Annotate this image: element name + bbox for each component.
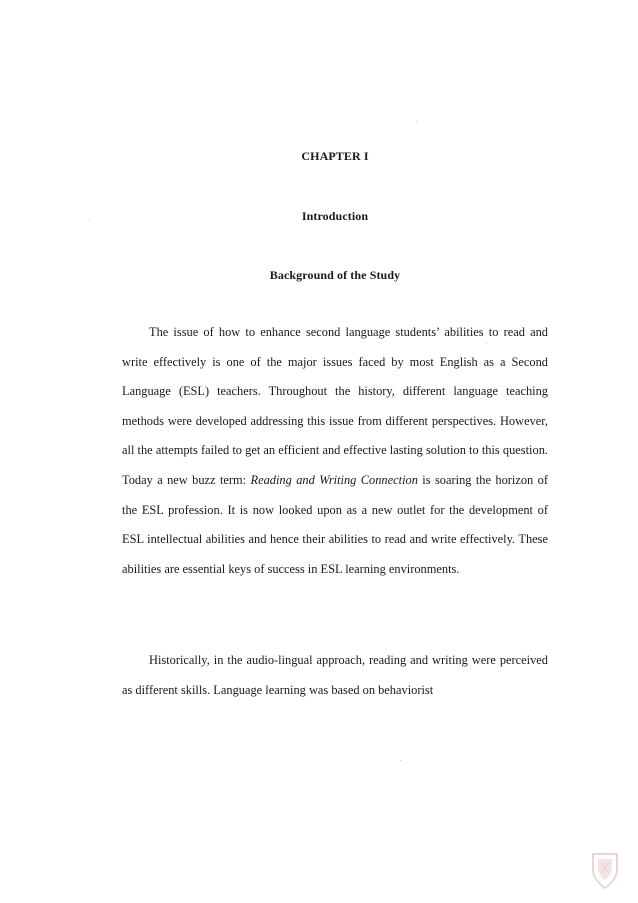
university-crest-icon	[590, 850, 620, 890]
chapter-heading: CHAPTER I	[301, 149, 369, 163]
paragraph-1-text-before: The issue of how to enhance second language students’ abilities to read and write effectively is one of the major issues faced by most English as a Second Language (ESL) teachers. Throughout the history, different language teaching methods were developed addressing this issue from different perspectives. However, all the attempts failed to get an efficient and effective lasting solution to this question. Today a new buzz term:	[122, 325, 548, 487]
section-title: Introduction	[301, 209, 369, 223]
paragraph-1-text-after: is soaring the horizon of the ESL profession. It is now looked upon as a new outlet for the development of ESL intellectual abilities and hence their abilities to read and write effectively. These abilities are essential keys of success in ESL learning environments.	[122, 472, 548, 576]
paragraph-1-emphasis: Reading and Writing Connection	[250, 472, 418, 487]
subsection-title: Background of the Study	[269, 268, 401, 282]
scan-speck	[486, 343, 487, 344]
body-paragraph-1	[122, 318, 548, 584]
scan-speck	[89, 220, 90, 221]
body-paragraph-2: Historically, in the audio-lingual approach, reading and writing were perceived as different skills. Language learning was based on behaviorist	[122, 653, 548, 697]
scan-speck	[400, 760, 401, 761]
scan-speck	[416, 121, 417, 122]
